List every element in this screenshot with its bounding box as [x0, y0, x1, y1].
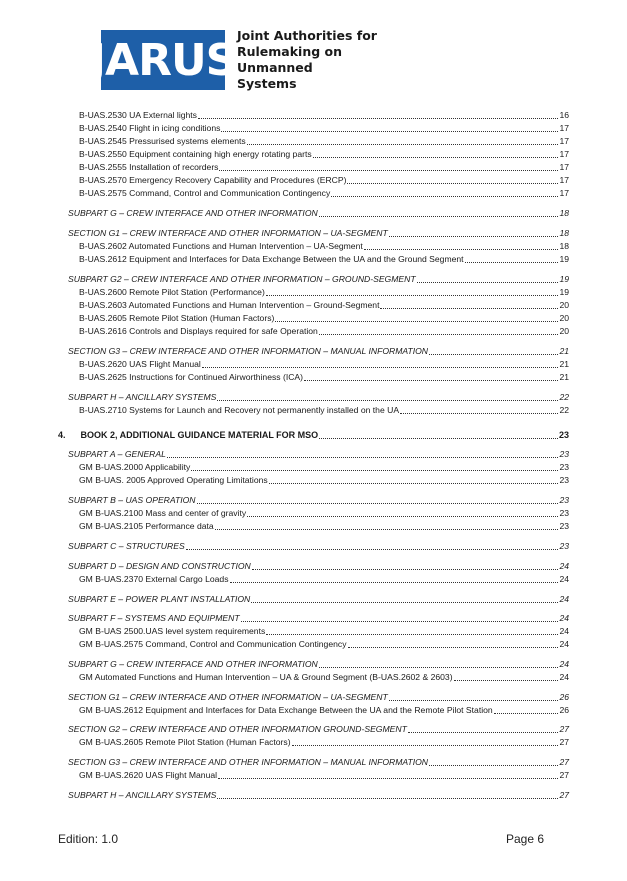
toc-entry[interactable] — [79, 136, 569, 147]
dot-leader — [417, 281, 559, 283]
toc-entry-title: B-UAS.2625 Instructions for Continued Airworthiness (ICA) — [79, 372, 304, 382]
dot-leader — [202, 366, 559, 368]
org-name-line: Joint Authorities for — [237, 28, 377, 43]
toc-subpart-entry[interactable] — [68, 274, 569, 285]
toc-subpart-entry[interactable] — [68, 692, 569, 703]
dot-leader — [247, 143, 559, 145]
toc-entry[interactable] — [79, 705, 569, 716]
toc-entry[interactable] — [79, 254, 569, 265]
toc-entry-title: SECTION G1 – CREW INTERFACE AND OTHER INFORMATION – UA-SEGMENT — [68, 692, 388, 702]
toc-entry-title: SUBPART C – STRUCTURES — [68, 541, 185, 551]
toc-entry-page: 21 — [559, 346, 569, 356]
toc-entry[interactable] — [79, 149, 569, 160]
dot-leader — [186, 548, 559, 550]
logo-text: JARUS — [89, 34, 237, 86]
dot-leader — [266, 294, 559, 296]
toc-entry[interactable] — [79, 188, 569, 199]
page-number: Page 6 — [506, 832, 545, 846]
toc-subpart-entry[interactable] — [68, 228, 569, 239]
toc-entry-title: 4. BOOK 2, ADDITIONAL GUIDANCE MATERIAL FOR MSO — [58, 430, 319, 440]
dot-leader — [217, 797, 558, 799]
toc-chapter-entry[interactable] — [58, 430, 569, 441]
toc-entry-page: 27 — [559, 790, 569, 800]
toc-entry-page: 21 — [559, 372, 569, 382]
toc-subpart-entry[interactable] — [68, 449, 569, 460]
toc-entry-title: GM B-UAS 2500.UAS level system requirements — [79, 626, 266, 636]
dot-leader — [313, 156, 559, 158]
toc-entry-page: 21 — [559, 359, 569, 369]
toc-entry-title: SECTION G3 – CREW INTERFACE AND OTHER INFORMATION – MANUAL INFORMATION — [68, 346, 429, 356]
dot-leader — [319, 333, 559, 335]
toc-entry-title: SUBPART H – ANCILLARY SYSTEMS — [68, 790, 217, 800]
toc-entry-page: 24 — [559, 613, 569, 623]
dot-leader — [247, 515, 558, 517]
toc-entry-title: B-UAS.2570 Emergency Recovery Capability and Procedures (ERCP) — [79, 175, 347, 185]
dot-leader — [331, 195, 558, 197]
toc-entry-page: 24 — [559, 639, 569, 649]
toc-entry-title: B-UAS.2555 Installation of recorders — [79, 162, 219, 172]
toc-subpart-entry[interactable] — [68, 790, 569, 801]
toc-entry-page: 27 — [559, 757, 569, 767]
toc-entry-page: 22 — [559, 392, 569, 402]
toc-entry-title: B-UAS.2612 Equipment and Interfaces for Data Exchange Between the UA and the Ground Segment — [79, 254, 464, 264]
dot-leader — [252, 568, 559, 570]
toc-entry-title: B-UAS.2603 Automated Functions and Human Intervention – Ground-Segment — [79, 300, 380, 310]
toc-entry-title: GM B-UAS.2100 Mass and center of gravity — [79, 508, 247, 518]
toc-entry-page: 23 — [559, 462, 569, 472]
toc-subpart-entry[interactable] — [68, 208, 569, 219]
dot-leader — [217, 399, 558, 401]
toc-entry-page: 24 — [559, 574, 569, 584]
toc-entry-title: SUBPART D – DESIGN AND CONSTRUCTION — [68, 561, 251, 571]
toc-entry[interactable] — [79, 287, 569, 298]
dot-leader — [380, 307, 558, 309]
toc-entry-page: 27 — [559, 770, 569, 780]
toc-entry[interactable] — [79, 326, 569, 337]
toc-entry[interactable] — [79, 359, 569, 370]
toc-entry-title: GM B-UAS.2605 Remote Pilot Station (Human Factors) — [79, 737, 291, 747]
toc-entry-page: 22 — [559, 405, 569, 415]
dot-leader — [319, 666, 559, 668]
dot-leader — [408, 731, 559, 733]
toc-entry[interactable] — [79, 737, 569, 748]
toc-entry[interactable] — [79, 462, 569, 473]
toc-entry-page: 24 — [559, 561, 569, 571]
toc-entry-page: 20 — [559, 300, 569, 310]
toc-entry-page: 17 — [559, 123, 569, 133]
toc-subpart-entry[interactable] — [68, 495, 569, 506]
toc-entry[interactable] — [79, 175, 569, 186]
toc-entry-title: SUBPART F – SYSTEMS AND EQUIPMENT — [68, 613, 240, 623]
toc-entry-page: 17 — [559, 149, 569, 159]
toc-entry-title: GM B-UAS.2000 Applicability — [79, 462, 191, 472]
toc-subpart-entry[interactable] — [68, 659, 569, 670]
toc-entry-title: B-UAS.2620 UAS Flight Manual — [79, 359, 201, 369]
dot-leader — [230, 581, 559, 583]
toc-entry-page: 24 — [559, 672, 569, 682]
toc-entry-title: GM B-UAS.2575 Command, Control and Communication Contingency — [79, 639, 347, 649]
organization-name — [237, 28, 417, 92]
toc-entry[interactable] — [79, 639, 569, 650]
dot-leader — [219, 169, 558, 171]
toc-entry[interactable] — [79, 372, 569, 383]
toc-entry-title: B-UAS.2575 Command, Control and Communication Contingency — [79, 188, 331, 198]
toc-entry-page: 23 — [558, 430, 569, 440]
dot-leader — [266, 633, 558, 635]
toc-entry-title: SUBPART E – POWER PLANT INSTALLATION — [68, 594, 251, 604]
jarus-logo — [89, 30, 237, 90]
dot-leader — [400, 412, 558, 414]
toc-entry-title: B-UAS.2616 Controls and Displays required for safe Operation — [79, 326, 318, 336]
toc-entry-title: SUBPART G – CREW INTERFACE AND OTHER INFORMATION — [68, 659, 318, 669]
toc-entry-page: 19 — [559, 287, 569, 297]
toc-entry-page: 20 — [559, 313, 569, 323]
toc-entry-page: 18 — [559, 241, 569, 251]
toc-entry-title: B-UAS.2600 Remote Pilot Station (Performance) — [79, 287, 265, 297]
toc-subpart-entry[interactable] — [68, 613, 569, 624]
dot-leader — [241, 620, 559, 622]
dot-leader — [304, 379, 558, 381]
dot-leader — [389, 699, 559, 701]
toc-entry[interactable] — [79, 162, 569, 173]
toc-entry-title: SECTION G1 – CREW INTERFACE AND OTHER INFORMATION – UA-SEGMENT — [68, 228, 388, 238]
toc-entry-title: B-UAS.2710 Systems for Launch and Recovery not permanently installed on the UA — [79, 405, 400, 415]
toc-entry-title: SUBPART H – ANCILLARY SYSTEMS — [68, 392, 217, 402]
dot-leader — [364, 248, 559, 250]
dot-leader — [292, 744, 559, 746]
dot-leader — [389, 235, 559, 237]
toc-entry-title: B-UAS.2545 Pressurised systems elements — [79, 136, 246, 146]
toc-entry-title: B-UAS.2605 Remote Pilot Station (Human Factors) — [79, 313, 275, 323]
toc-entry-title: B-UAS.2540 Flight in icing conditions — [79, 123, 221, 133]
toc-entry-page: 17 — [559, 136, 569, 146]
toc-entry[interactable] — [79, 123, 569, 134]
toc-entry-page: 26 — [559, 692, 569, 702]
toc-entry-page: 23 — [559, 475, 569, 485]
toc-subpart-entry[interactable] — [68, 561, 569, 572]
org-name-line: Rulemaking on Unmanned — [237, 44, 343, 75]
toc-subpart-entry[interactable] — [68, 724, 569, 735]
toc-entry-page: 23 — [559, 521, 569, 531]
toc-entry[interactable] — [79, 405, 569, 416]
toc-entry-page: 16 — [559, 110, 569, 120]
toc-entry-title: SECTION G3 – CREW INTERFACE AND OTHER INFORMATION – MANUAL INFORMATION — [68, 757, 429, 767]
toc-entry-page: 27 — [559, 737, 569, 747]
edition-label: Edition: 1.0 — [58, 832, 119, 846]
toc-entry[interactable] — [79, 574, 569, 585]
dot-leader — [319, 437, 558, 439]
toc-entry-page: 20 — [559, 326, 569, 336]
toc-entry-page: 23 — [559, 541, 569, 551]
toc-entry-page: 23 — [559, 449, 569, 459]
dot-leader — [275, 320, 558, 322]
dot-leader — [319, 215, 559, 217]
dot-leader — [167, 456, 559, 458]
toc-entry[interactable] — [79, 313, 569, 324]
toc-entry-page: 17 — [559, 188, 569, 198]
toc-entry-page: 24 — [559, 594, 569, 604]
toc-entry-page: 23 — [559, 508, 569, 518]
toc-entry-title: SUBPART A – GENERAL — [68, 449, 166, 459]
toc-entry[interactable] — [79, 241, 569, 252]
toc-entry[interactable] — [79, 508, 569, 519]
toc-entry-title: GM B-UAS.2620 UAS Flight Manual — [79, 770, 218, 780]
toc-entry-page: 17 — [559, 162, 569, 172]
toc-entry-page: 27 — [559, 724, 569, 734]
dot-leader — [218, 777, 558, 779]
dot-leader — [215, 528, 559, 530]
dot-leader — [429, 764, 558, 766]
toc-entry-title: SUBPART G – CREW INTERFACE AND OTHER INFORMATION — [68, 208, 318, 218]
toc-entry-title: B-UAS.2550 Equipment containing high energy rotating parts — [79, 149, 312, 159]
toc-entry-title: SUBPART B – UAS OPERATION — [68, 495, 196, 505]
dot-leader — [221, 130, 558, 132]
dot-leader — [494, 712, 559, 714]
toc-entry-page: 26 — [559, 705, 569, 715]
dot-leader — [191, 469, 558, 471]
toc-subpart-entry[interactable] — [68, 541, 569, 552]
toc-entry[interactable] — [79, 300, 569, 311]
toc-entry-page: 24 — [559, 626, 569, 636]
toc-entry-title: GM B-UAS. 2005 Approved Operating Limitations — [79, 475, 268, 485]
toc-entry-title: SUBPART G2 – CREW INTERFACE AND OTHER INFORMATION – GROUND-SEGMENT — [68, 274, 416, 284]
toc-entry-page: 24 — [559, 659, 569, 669]
dot-leader — [429, 353, 558, 355]
toc-entry-title: SECTION G2 – CREW INTERFACE AND OTHER INFORMATION GROUND-SEGMENT — [68, 724, 407, 734]
toc-entry-title: GM Automated Functions and Human Intervention – UA & Ground Segment (B-UAS.2602 & 2603) — [79, 672, 453, 682]
toc-entry[interactable] — [79, 475, 569, 486]
toc-entry-page: 19 — [559, 254, 569, 264]
toc-entry-title: GM B-UAS.2370 External Cargo Loads — [79, 574, 229, 584]
toc-entry[interactable] — [79, 110, 569, 121]
dot-leader — [198, 117, 558, 119]
toc-entry-page: 23 — [559, 495, 569, 505]
toc-subpart-entry[interactable] — [68, 346, 569, 357]
toc-entry-page: 18 — [559, 228, 569, 238]
toc-entry-page: 19 — [559, 274, 569, 284]
dot-leader — [251, 601, 558, 603]
toc-entry-title: B-UAS.2530 UA External lights — [79, 110, 197, 120]
toc-entry-title: GM B-UAS.2612 Equipment and Interfaces for Data Exchange Between the UA and the Remote Pilot Station — [79, 705, 493, 715]
toc-entry[interactable] — [79, 770, 569, 781]
dot-leader — [197, 502, 559, 504]
toc-subpart-entry[interactable] — [68, 757, 569, 768]
dot-leader — [347, 182, 558, 184]
dot-leader — [348, 646, 559, 648]
dot-leader — [269, 482, 559, 484]
toc-entry[interactable] — [79, 521, 569, 532]
org-name-line: Systems — [237, 76, 297, 91]
toc-entry[interactable] — [79, 626, 569, 637]
toc-subpart-entry[interactable] — [68, 594, 569, 605]
toc-entry-title: GM B-UAS.2105 Performance data — [79, 521, 214, 531]
dot-leader — [465, 261, 559, 263]
toc-entry-title: B-UAS.2602 Automated Functions and Human Intervention – UA-Segment — [79, 241, 363, 251]
toc-entry[interactable] — [79, 672, 569, 683]
document-header — [89, 28, 417, 92]
dot-leader — [454, 679, 559, 681]
toc-subpart-entry[interactable] — [68, 392, 569, 403]
toc-entry-page: 18 — [559, 208, 569, 218]
toc-entry-page: 17 — [559, 175, 569, 185]
